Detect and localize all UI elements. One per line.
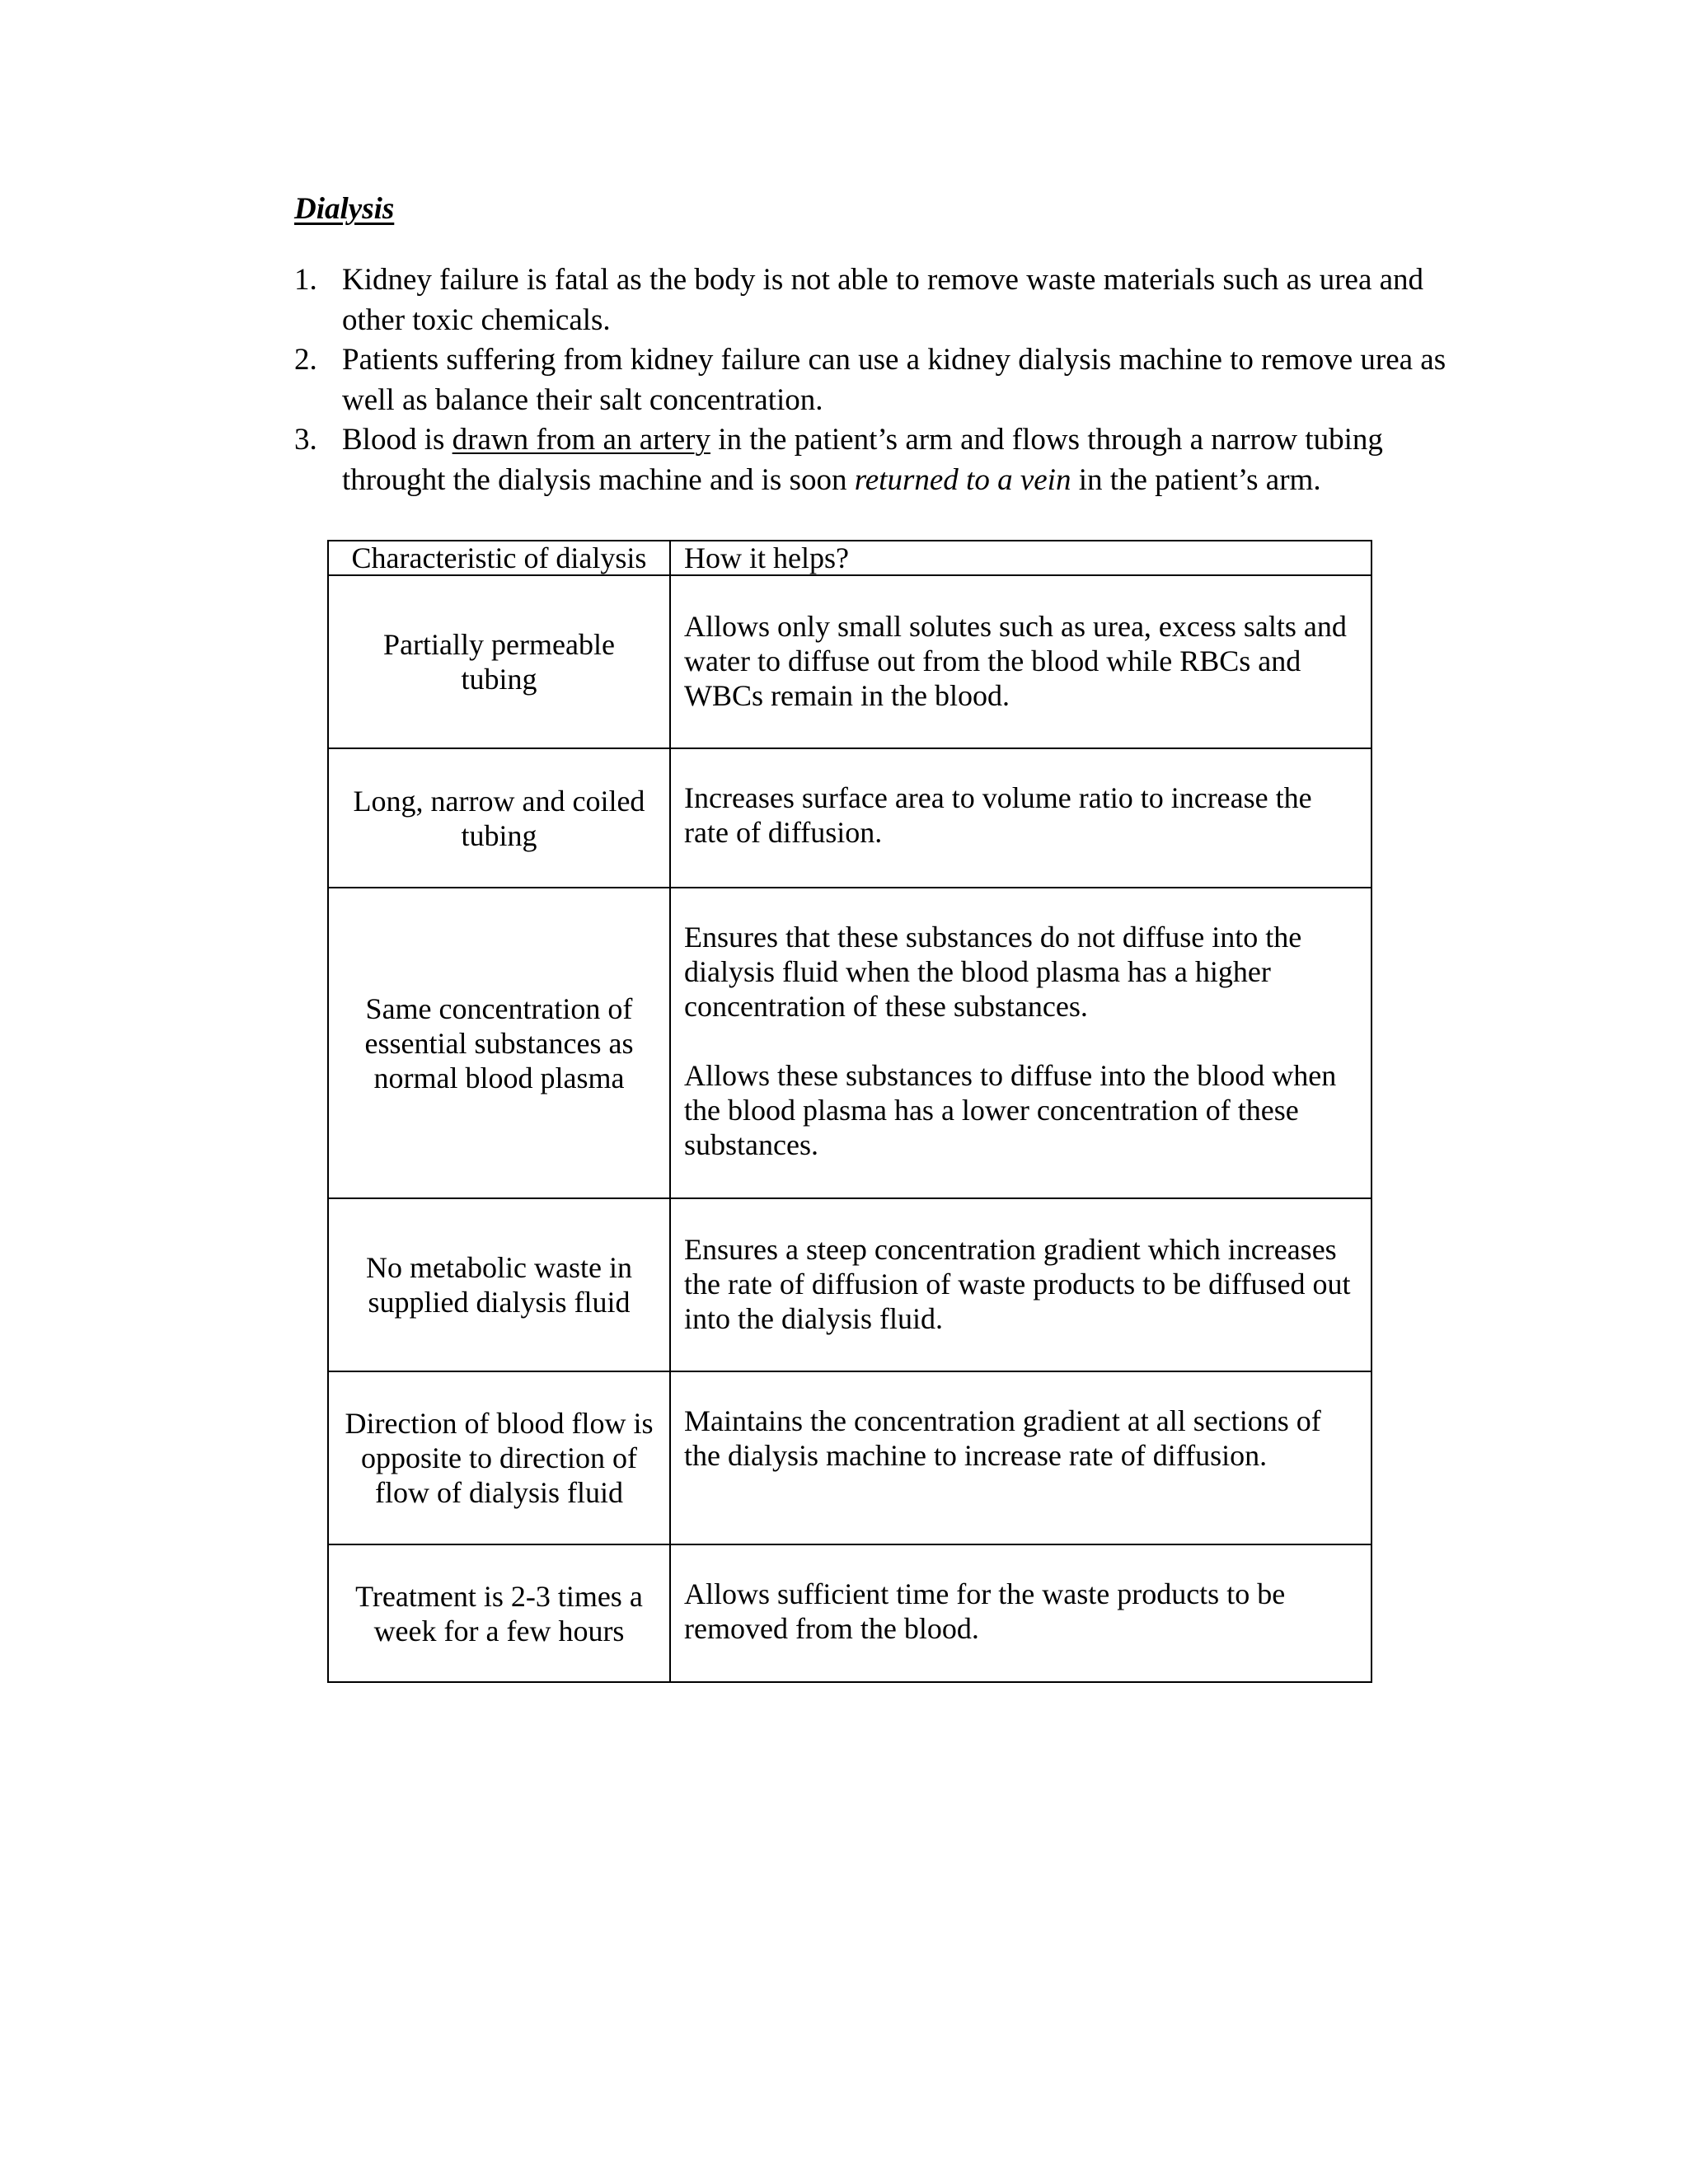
help-cell [670, 1544, 1372, 1682]
help-cell [670, 888, 1372, 1198]
table-row [328, 1544, 1372, 1682]
dialysis-table [327, 540, 1372, 1683]
help-cell [670, 1371, 1372, 1544]
table-row [328, 575, 1372, 748]
help-text: Allows only small solutes such as urea, excess salts and water to diffuse out from the blood while RBCs and WBCs remain in the blood. [684, 610, 1347, 712]
table-row [328, 888, 1372, 1198]
italic-phrase: returned to a vein [854, 462, 1071, 497]
characteristic-cell: Partially permeable tubing [328, 575, 670, 748]
list-item-text-part: in the patient’s arm and flows through a narrow tubing throught the dialysis machine and is soon [342, 423, 1383, 497]
list-item-text: Kidney failure is fatal as the body is not able to remove waste materials such as urea and other toxic chemicals. [342, 263, 1424, 337]
characteristic-cell: Same concentration of essential substances as normal blood plasma [328, 888, 670, 1198]
help-text: Increases surface area to volume ratio to increase the rate of diffusion. [684, 781, 1312, 849]
help-cell [670, 1198, 1372, 1371]
table-row [328, 1198, 1372, 1371]
column-header-how-it-helps: How it helps? [670, 541, 1372, 575]
table-row [328, 1371, 1372, 1544]
numbered-list [294, 260, 1448, 500]
characteristic-cell: No metabolic waste in supplied dialysis fluid [328, 1198, 670, 1371]
help-cell [670, 748, 1372, 888]
help-text: Maintains the concentration gradient at all sections of the dialysis machine to increase rate of diffusion. [684, 1404, 1321, 1472]
table-row [328, 748, 1372, 888]
list-number: 1. [294, 263, 317, 297]
list-item [294, 260, 1448, 340]
list-item-text-part: in the patient’s arm. [1071, 462, 1321, 497]
list-item-text-part: Blood is [342, 423, 452, 457]
list-number: 2. [294, 343, 317, 377]
help-text: Allows sufficient time for the waste products to be removed from the blood. [684, 1577, 1286, 1645]
help-cell [670, 575, 1372, 748]
list-number: 3. [294, 423, 317, 457]
underlined-phrase: drawn from an artery [452, 423, 710, 457]
characteristic-cell: Direction of blood flow is opposite to direction of flow of dialysis fluid [328, 1371, 670, 1544]
help-text: Ensures a steep concentration gradient which increases the rate of diffusion of waste products to be diffused out into the dialysis fluid. [684, 1233, 1351, 1335]
help-text: Ensures that these substances do not diffuse into the dialysis fluid when the blood plasma has a higher concentration of these substances. [684, 921, 1302, 1023]
page-title: Dialysis [294, 192, 395, 226]
characteristic-cell: Treatment is 2-3 times a week for a few hours [328, 1544, 670, 1682]
list-item-text: Patients suffering from kidney failure can use a kidney dialysis machine to remove urea as well as balance their salt concentration. [342, 343, 1447, 417]
column-header-characteristic: Characteristic of dialysis [328, 541, 670, 575]
list-item [294, 340, 1448, 420]
help-text: Allows these substances to diffuse into the blood when the blood plasma has a lower concentration of these substances. [684, 1059, 1337, 1161]
characteristic-cell: Long, narrow and coiled tubing [328, 748, 670, 888]
table-header-row [328, 541, 1372, 575]
list-item [294, 420, 1448, 500]
